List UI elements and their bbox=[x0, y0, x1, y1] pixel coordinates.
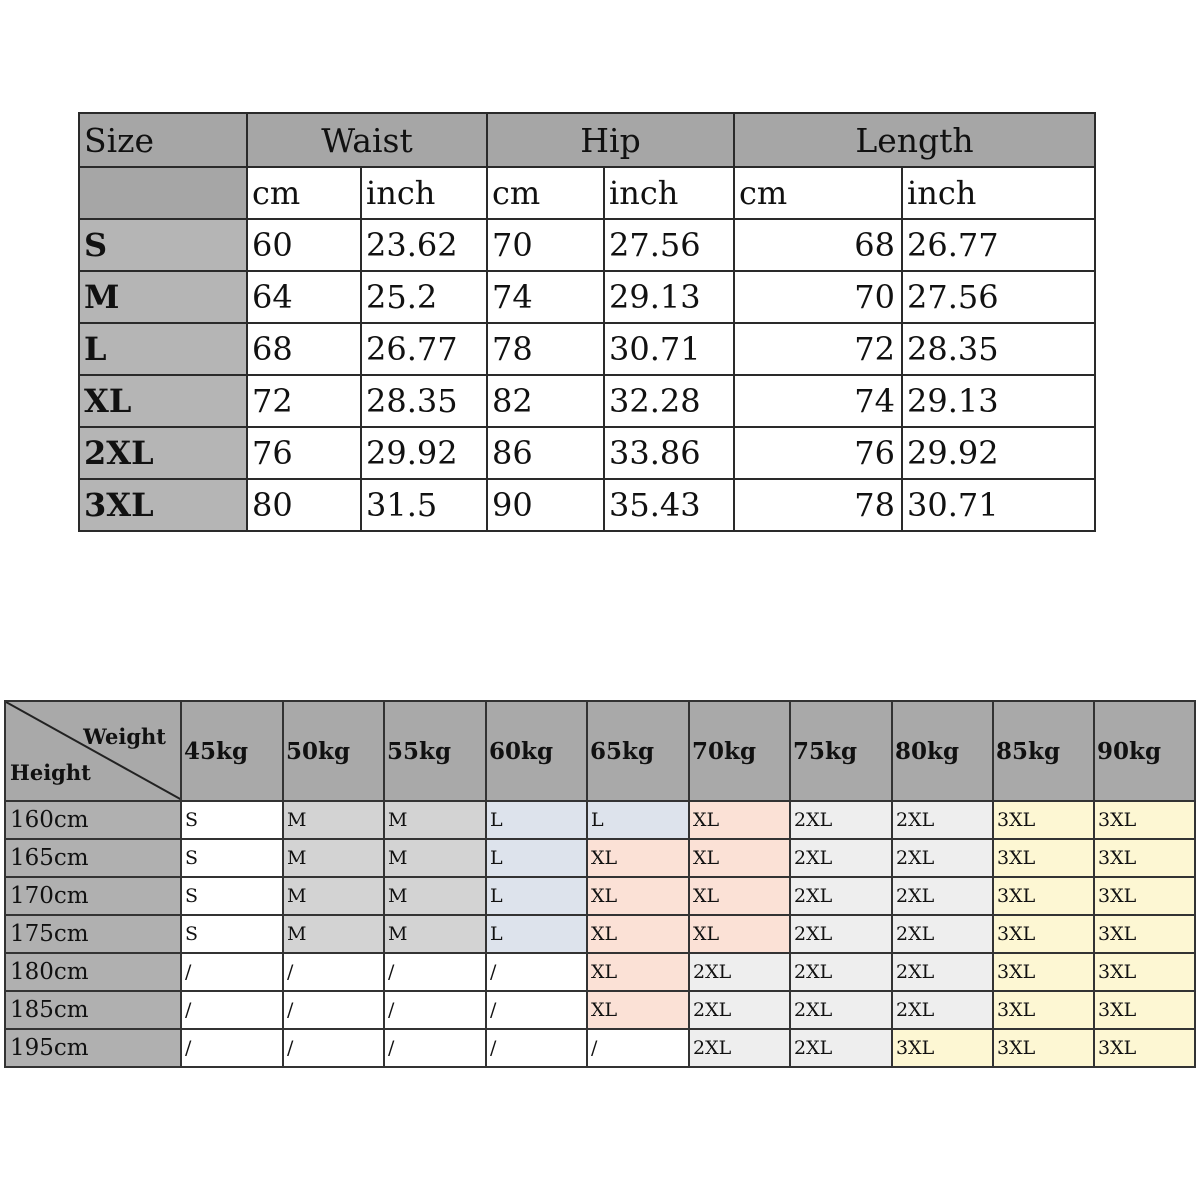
weight-header-50kg: 50kg bbox=[283, 701, 384, 801]
length-inch-cell: 30.71 bbox=[902, 479, 1095, 531]
waist-inch-cell: 23.62 bbox=[361, 219, 487, 271]
recommended-size-cell: S bbox=[181, 801, 283, 839]
recommended-size-cell: XL bbox=[587, 915, 689, 953]
recommended-size-cell: / bbox=[486, 953, 587, 991]
recommended-size-cell: / bbox=[486, 991, 587, 1029]
weight-header-75kg: 75kg bbox=[790, 701, 892, 801]
recommended-size-cell: 3XL bbox=[1094, 877, 1195, 915]
recommended-size-cell: 3XL bbox=[993, 877, 1094, 915]
height-row-195cm bbox=[5, 1029, 1195, 1067]
waist-cm-cell: 80 bbox=[247, 479, 361, 531]
weight-header-65kg: 65kg bbox=[587, 701, 689, 801]
recommended-size-cell: XL bbox=[587, 991, 689, 1029]
length-cm-cell: 72 bbox=[734, 323, 902, 375]
recommended-size-cell: 2XL bbox=[689, 953, 790, 991]
waist-inch-cell: 29.92 bbox=[361, 427, 487, 479]
length-inch-cell: 29.92 bbox=[902, 427, 1095, 479]
recommended-size-cell: XL bbox=[689, 839, 790, 877]
recommended-size-cell: 3XL bbox=[1094, 1029, 1195, 1067]
recommended-size-cell: 3XL bbox=[993, 915, 1094, 953]
recommended-size-cell: M bbox=[384, 877, 486, 915]
hip-inch-cell: 35.43 bbox=[604, 479, 734, 531]
recommended-size-cell: / bbox=[384, 953, 486, 991]
length-inch-unit: inch bbox=[902, 167, 1095, 219]
recommended-size-cell: 3XL bbox=[1094, 801, 1195, 839]
hip-cm-cell: 90 bbox=[487, 479, 604, 531]
waist-cm-cell: 76 bbox=[247, 427, 361, 479]
recommended-size-cell: 3XL bbox=[1094, 953, 1195, 991]
recommended-size-cell: 2XL bbox=[892, 839, 993, 877]
recommended-size-cell: / bbox=[181, 953, 283, 991]
hip-cm-cell: 70 bbox=[487, 219, 604, 271]
weight-header-90kg: 90kg bbox=[1094, 701, 1195, 801]
recommended-size-cell: M bbox=[283, 915, 384, 953]
height-label-cell: 170cm bbox=[5, 877, 181, 915]
waist-cm-cell: 72 bbox=[247, 375, 361, 427]
waist-inch-unit: inch bbox=[361, 167, 487, 219]
recommended-size-cell: / bbox=[283, 1029, 384, 1067]
recommended-size-cell: L bbox=[486, 839, 587, 877]
length-cm-cell: 70 bbox=[734, 271, 902, 323]
recommended-size-cell: 2XL bbox=[790, 1029, 892, 1067]
height-label-cell: 195cm bbox=[5, 1029, 181, 1067]
waist-cm-cell: 64 bbox=[247, 271, 361, 323]
size-label-cell: M bbox=[79, 271, 247, 323]
unit-header-row bbox=[79, 167, 1095, 219]
recommended-size-cell: 3XL bbox=[993, 839, 1094, 877]
size-label-cell: L bbox=[79, 323, 247, 375]
recommended-size-cell: 3XL bbox=[1094, 839, 1195, 877]
size-row-m bbox=[79, 271, 1095, 323]
recommended-size-cell: S bbox=[181, 877, 283, 915]
hip-inch-cell: 32.28 bbox=[604, 375, 734, 427]
length-cm-cell: 78 bbox=[734, 479, 902, 531]
recommended-size-cell: 2XL bbox=[892, 801, 993, 839]
recommended-size-cell: 2XL bbox=[790, 915, 892, 953]
hip-inch-unit: inch bbox=[604, 167, 734, 219]
height-row-165cm bbox=[5, 839, 1195, 877]
recommended-size-cell: S bbox=[181, 839, 283, 877]
recommended-size-cell: M bbox=[283, 801, 384, 839]
length-cm-cell: 74 bbox=[734, 375, 902, 427]
size-row-l bbox=[79, 323, 1095, 375]
height-label-cell: 180cm bbox=[5, 953, 181, 991]
length-inch-cell: 28.35 bbox=[902, 323, 1095, 375]
recommended-size-cell: 3XL bbox=[892, 1029, 993, 1067]
size-label-cell: 2XL bbox=[79, 427, 247, 479]
recommended-size-cell: 2XL bbox=[689, 1029, 790, 1067]
recommended-size-cell: XL bbox=[587, 839, 689, 877]
recommended-size-cell: 3XL bbox=[993, 1029, 1094, 1067]
hip-cm-cell: 78 bbox=[487, 323, 604, 375]
waist-inch-cell: 25.2 bbox=[361, 271, 487, 323]
length-cm-cell: 68 bbox=[734, 219, 902, 271]
height-row-185cm bbox=[5, 991, 1195, 1029]
recommended-size-cell: 2XL bbox=[790, 801, 892, 839]
size-label-cell: XL bbox=[79, 375, 247, 427]
size-row-xl bbox=[79, 375, 1095, 427]
recommended-size-cell: 2XL bbox=[790, 877, 892, 915]
height-label-cell: 175cm bbox=[5, 915, 181, 953]
recommended-size-cell: XL bbox=[587, 953, 689, 991]
hip-cm-unit: cm bbox=[487, 167, 604, 219]
unit-corner-cell bbox=[79, 167, 247, 219]
recommended-size-cell: L bbox=[486, 915, 587, 953]
recommended-size-cell: 3XL bbox=[993, 953, 1094, 991]
size-row-3xl bbox=[79, 479, 1095, 531]
recommended-size-cell: / bbox=[181, 991, 283, 1029]
hip-inch-cell: 29.13 bbox=[604, 271, 734, 323]
waist-cm-unit: cm bbox=[247, 167, 361, 219]
recommended-size-cell: 2XL bbox=[892, 953, 993, 991]
waist-cm-cell: 60 bbox=[247, 219, 361, 271]
recommended-size-cell: 2XL bbox=[790, 953, 892, 991]
waist-inch-cell: 31.5 bbox=[361, 479, 487, 531]
hip-cm-cell: 82 bbox=[487, 375, 604, 427]
waist-cm-cell: 68 bbox=[247, 323, 361, 375]
waist-inch-cell: 26.77 bbox=[361, 323, 487, 375]
recommended-size-cell: / bbox=[384, 991, 486, 1029]
weight-axis-label: Weight bbox=[83, 724, 166, 749]
height-label-cell: 165cm bbox=[5, 839, 181, 877]
recommended-size-cell: XL bbox=[689, 801, 790, 839]
weight-header-row bbox=[5, 701, 1195, 801]
waist-header: Waist bbox=[247, 113, 487, 167]
size-header: Size bbox=[79, 113, 247, 167]
recommended-size-cell: 2XL bbox=[892, 877, 993, 915]
height-weight-corner-cell bbox=[5, 701, 181, 801]
height-axis-label: Height bbox=[10, 760, 91, 785]
height-label-cell: 160cm bbox=[5, 801, 181, 839]
height-row-175cm bbox=[5, 915, 1195, 953]
hip-cm-cell: 86 bbox=[487, 427, 604, 479]
recommended-size-cell: XL bbox=[689, 915, 790, 953]
weight-header-70kg: 70kg bbox=[689, 701, 790, 801]
recommended-size-cell: 2XL bbox=[790, 991, 892, 1029]
recommended-size-cell: S bbox=[181, 915, 283, 953]
recommended-size-cell: / bbox=[384, 1029, 486, 1067]
size-measurement-table bbox=[78, 112, 1096, 532]
recommended-size-cell: M bbox=[283, 839, 384, 877]
height-label-cell: 185cm bbox=[5, 991, 181, 1029]
recommended-size-cell: M bbox=[283, 877, 384, 915]
recommended-size-cell: 3XL bbox=[1094, 991, 1195, 1029]
length-inch-cell: 26.77 bbox=[902, 219, 1095, 271]
weight-header-55kg: 55kg bbox=[384, 701, 486, 801]
hip-header: Hip bbox=[487, 113, 734, 167]
hip-inch-cell: 30.71 bbox=[604, 323, 734, 375]
height-row-160cm bbox=[5, 801, 1195, 839]
recommended-size-cell: 3XL bbox=[993, 991, 1094, 1029]
recommended-size-cell: 2XL bbox=[790, 839, 892, 877]
length-inch-cell: 29.13 bbox=[902, 375, 1095, 427]
diagonal-divider bbox=[6, 702, 181, 800]
recommended-size-cell: L bbox=[486, 877, 587, 915]
recommended-size-cell: 2XL bbox=[892, 991, 993, 1029]
recommended-size-cell: XL bbox=[689, 877, 790, 915]
recommended-size-cell: / bbox=[486, 1029, 587, 1067]
size-row-s bbox=[79, 219, 1095, 271]
length-cm-unit: cm bbox=[734, 167, 902, 219]
recommended-size-cell: M bbox=[384, 801, 486, 839]
recommended-size-cell: 2XL bbox=[689, 991, 790, 1029]
weight-header-85kg: 85kg bbox=[993, 701, 1094, 801]
recommended-size-cell: XL bbox=[587, 877, 689, 915]
hip-cm-cell: 74 bbox=[487, 271, 604, 323]
height-row-180cm bbox=[5, 953, 1195, 991]
recommended-size-cell: / bbox=[283, 991, 384, 1029]
length-cm-cell: 76 bbox=[734, 427, 902, 479]
recommended-size-cell: 2XL bbox=[892, 915, 993, 953]
size-table-header-row bbox=[79, 113, 1095, 167]
recommended-size-cell: M bbox=[384, 915, 486, 953]
recommended-size-cell: L bbox=[486, 801, 587, 839]
length-header: Length bbox=[734, 113, 1095, 167]
size-label-cell: 3XL bbox=[79, 479, 247, 531]
hip-inch-cell: 27.56 bbox=[604, 219, 734, 271]
size-label-cell: S bbox=[79, 219, 247, 271]
recommended-size-cell: / bbox=[283, 953, 384, 991]
weight-header-80kg: 80kg bbox=[892, 701, 993, 801]
weight-header-60kg: 60kg bbox=[486, 701, 587, 801]
waist-inch-cell: 28.35 bbox=[361, 375, 487, 427]
height-weight-fit-table bbox=[4, 700, 1196, 1068]
length-inch-cell: 27.56 bbox=[902, 271, 1095, 323]
hip-inch-cell: 33.86 bbox=[604, 427, 734, 479]
size-row-2xl bbox=[79, 427, 1095, 479]
height-row-170cm bbox=[5, 877, 1195, 915]
recommended-size-cell: 3XL bbox=[1094, 915, 1195, 953]
recommended-size-cell: M bbox=[384, 839, 486, 877]
weight-header-45kg: 45kg bbox=[181, 701, 283, 801]
recommended-size-cell: 3XL bbox=[993, 801, 1094, 839]
recommended-size-cell: / bbox=[587, 1029, 689, 1067]
recommended-size-cell: / bbox=[181, 1029, 283, 1067]
recommended-size-cell: L bbox=[587, 801, 689, 839]
